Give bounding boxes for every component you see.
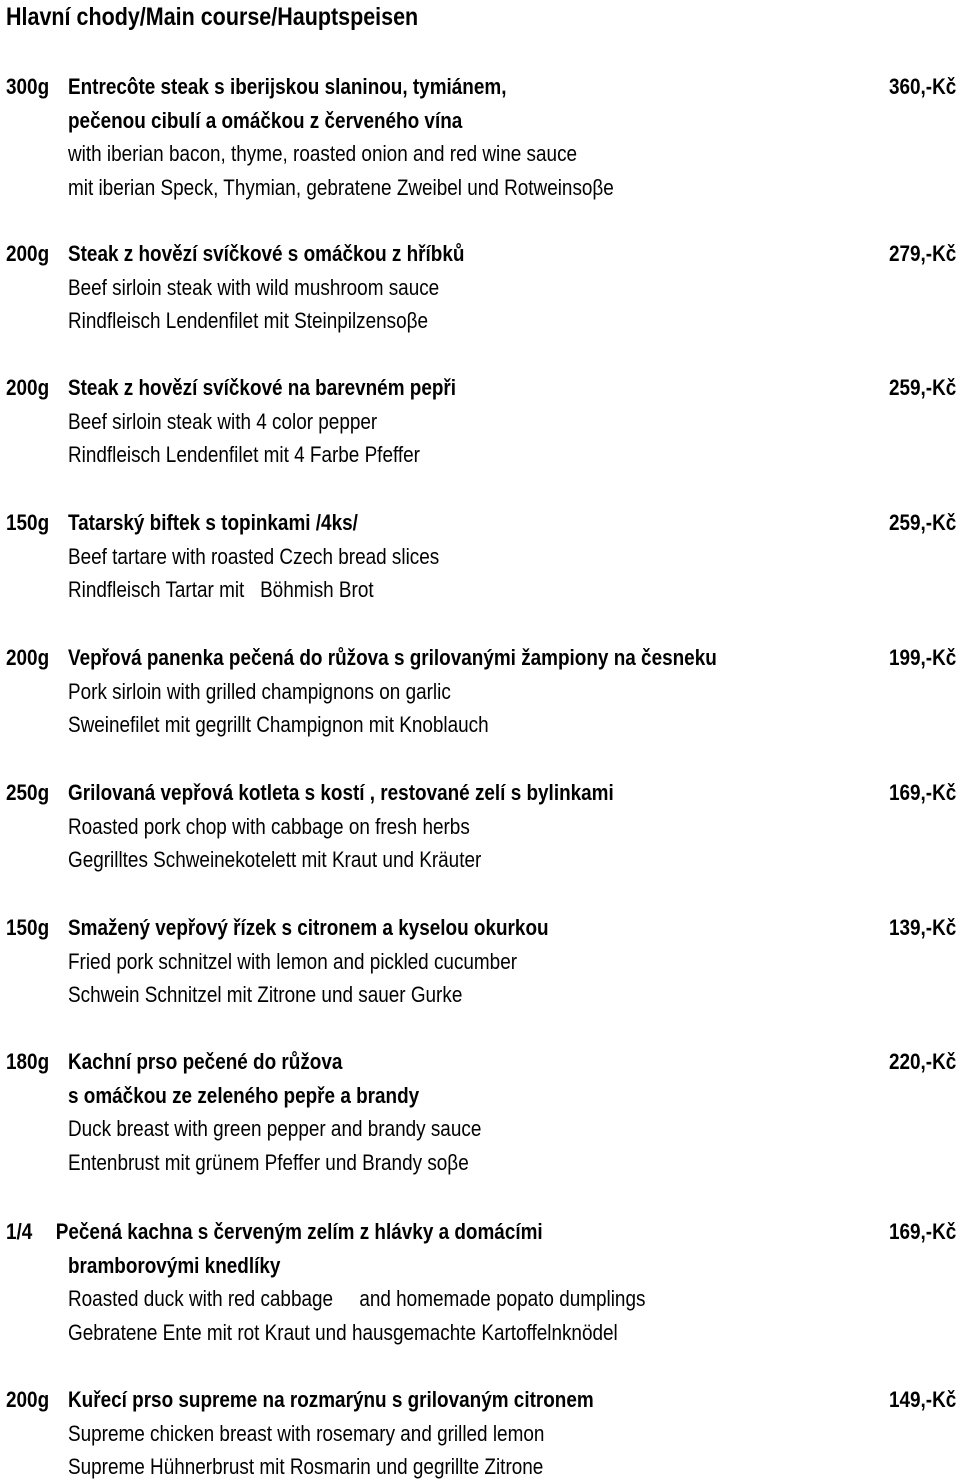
- item-name-cz: Entrecôte steak s iberijskou slaninou, tymiánem,: [68, 74, 507, 99]
- item-name-cz: Steak z hovězí svíčkové na barevném pepři: [68, 375, 457, 400]
- item-name-en: Roasted pork chop with cabbage on fresh herbs: [68, 813, 470, 839]
- item-weight: 250g: [6, 780, 50, 805]
- item-name-de: Schwein Schnitzel mit Zitrone und sauer Gurke: [68, 982, 463, 1007]
- page-title: Hlavní chody/Main course/Hauptspeisen: [6, 3, 419, 31]
- item-name-cz: Kuřecí prso supreme na rozmarýnu s grilovaným citronem: [68, 1387, 594, 1412]
- item-name-en: with iberian bacon, thyme, roasted onion and red wine sauce: [68, 141, 578, 166]
- item-price: 169,-Kč: [888, 1219, 956, 1244]
- item-name-cz: bramborovými knedlíky: [68, 1252, 281, 1278]
- item-weight: 180g: [6, 1049, 50, 1074]
- item-name-cz: Steak z hovězí svíčkové s omáčkou z hříbků: [68, 241, 465, 266]
- item-price: 220,-Kč: [888, 1049, 956, 1074]
- item-name-de: mit iberian Speck, Thymian, gebratene Zweibel und Rotweinsoβe: [68, 174, 614, 200]
- item-name-en: Beef sirloin steak with wild mushroom sauce: [68, 274, 440, 300]
- item-name-de: Gegrilltes Schweinekotelett mit Kraut und Kräuter: [68, 847, 482, 872]
- item-price: 259,-Kč: [888, 375, 956, 400]
- item-weight: 200g: [6, 1387, 50, 1412]
- item-price: 139,-Kč: [888, 915, 956, 940]
- item-weight: 150g: [6, 915, 50, 940]
- item-name-de: Rindfleisch Lendenfilet mit 4 Farbe Pfeffer: [68, 442, 420, 467]
- item-name-de: Entenbrust mit grünem Pfeffer und Brandy soβe: [68, 1149, 469, 1175]
- item-name-en: Pork sirloin with grilled champignons on garlic: [68, 678, 451, 704]
- item-price: 279,-Kč: [888, 241, 956, 266]
- item-name-de: Sweinefilet mit gegrillt Champignon mit Knoblauch: [68, 712, 489, 737]
- item-price: 259,-Kč: [888, 510, 956, 535]
- item-weight: 300g: [6, 74, 50, 99]
- item-name-en: Fried pork schnitzel with lemon and pickled cucumber: [68, 948, 518, 974]
- item-weight: 200g: [6, 645, 50, 670]
- item-price: 199,-Kč: [888, 645, 956, 670]
- item-weight: 1/4: [6, 1219, 33, 1244]
- item-name-cz: Grilovaná vepřová kotleta s kostí , restované zelí s bylinkami: [68, 780, 614, 805]
- item-name-en: Beef tartare with roasted Czech bread slices: [68, 543, 440, 569]
- item-name-de: Rindfleisch Tartar mit Böhmish Brot: [68, 577, 374, 602]
- item-name-de: Supreme Hühnerbrust mit Rosmarin und gegrillte Zitrone: [68, 1454, 544, 1479]
- item-weight: 150g: [6, 510, 50, 535]
- item-name-en: Roasted duck with red cabbage and homemade popato dumplings: [68, 1286, 646, 1311]
- item-name-en: Duck breast with green pepper and brandy sauce: [68, 1116, 482, 1141]
- item-name-en: Beef sirloin steak with 4 color pepper: [68, 408, 378, 434]
- item-price: 169,-Kč: [888, 780, 956, 805]
- item-name-cz: Kachní prso pečené do růžova: [68, 1049, 343, 1074]
- item-weight: 200g: [6, 241, 50, 266]
- item-weight: 200g: [6, 375, 50, 400]
- item-name-en: Supreme chicken breast with rosemary and grilled lemon: [68, 1420, 545, 1446]
- item-name-cz: Pečená kachna s červeným zelím z hlávky a domácími: [40, 1219, 543, 1244]
- item-name-cz: Smažený vepřový řízek s citronem a kyselou okurkou: [68, 915, 549, 940]
- item-name-de: Gebratene Ente mit rot Kraut und hausgemachte Kartoffelnknödel: [68, 1319, 618, 1345]
- item-name-cz: Vepřová panenka pečená do růžova s grilovanými žampiony na česneku: [68, 645, 717, 670]
- item-price: 360,-Kč: [888, 74, 956, 99]
- item-name-de: Rindfleisch Lendenfilet mit Steinpilzensoβe: [68, 308, 429, 333]
- item-name-cz: s omáčkou ze zeleného pepře a brandy: [68, 1082, 420, 1108]
- item-name-cz: pečenou cibulí a omáčkou z červeného vína: [68, 107, 463, 133]
- item-price: 149,-Kč: [888, 1387, 956, 1412]
- item-name-cz: Tatarský biftek s topinkami /4ks/: [68, 510, 358, 535]
